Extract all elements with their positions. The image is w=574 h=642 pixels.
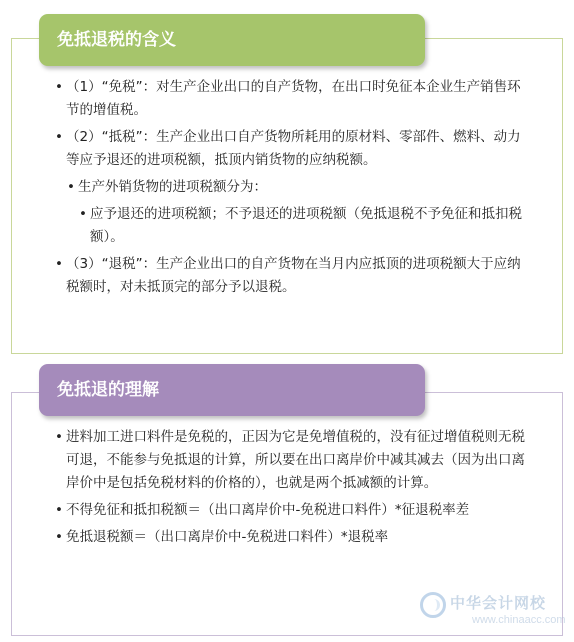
section-understanding-title: 免抵退的理解 [39, 364, 425, 416]
watermark [420, 586, 570, 636]
list-item: • 生产外销货物的进项税额分为： [78, 176, 526, 199]
list-item: • （3）“退税”：生产企业出口的自产货物在当月内应抵顶的进项税额大于应纳税额时，对未抵顶完的部分予以退税。 [66, 253, 526, 299]
watermark-url: www.chinaacc.com [472, 614, 566, 626]
section-understanding-list [66, 426, 526, 553]
watermark-text: 中华会计网校 [450, 594, 547, 612]
list-item: • 进料加工进口料件是免税的，正因为它是免增值税的，没有征过增值税则无税可退，不能参与免抵退的计算，所以要在出口离岸价中减其减去（因为出口离岸价中是包括免税材料的价格的），也就是两个抵减额的计算。 [66, 426, 526, 495]
section-meaning-title: 免抵退税的含义 [39, 14, 425, 66]
list-item: • 免抵退税额＝（出口离岸价中-免税进口料件）*退税率 [66, 526, 526, 549]
list-item: • （2）“抵税”：生产企业出口自产货物所耗用的原材料、零部件、燃料、动力等应予退还的进项税额，抵顶内销货物的应纳税额。 [66, 126, 526, 172]
watermark-logo-icon [420, 592, 446, 618]
list-item: • 应予退还的进项税额；不予退还的进项税额（免抵退税不予免征和抵扣税额）。 [90, 203, 526, 249]
list-item: • 不得免征和抵扣税额＝（出口离岸价中-免税进口料件）*征退税率差 [66, 499, 526, 522]
list-item: • （1）“免税”：对生产企业出口的自产货物，在出口时免征本企业生产销售环节的增值税。 [66, 76, 526, 122]
section-meaning-list [66, 76, 526, 303]
